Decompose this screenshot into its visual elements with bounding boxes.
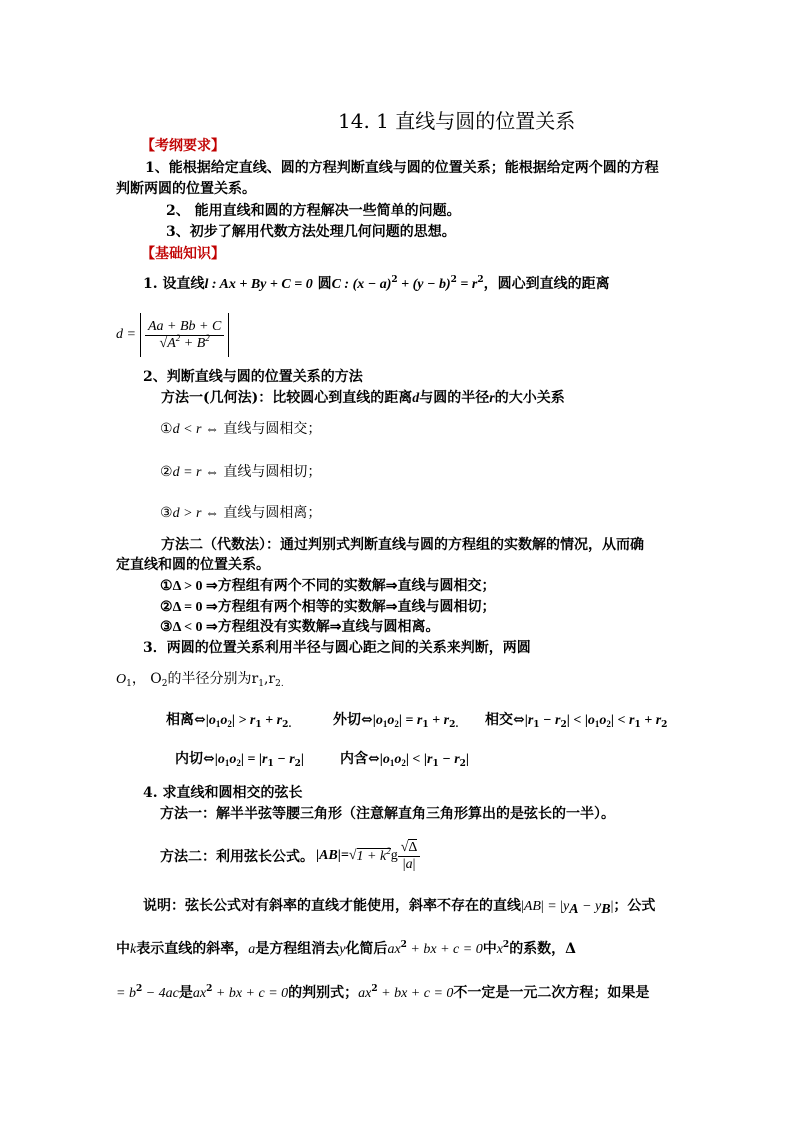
sub-2: 2: [394, 719, 399, 729]
sub-1: 1: [126, 679, 132, 689]
req-line-3: 3、初步了解用代数方法处理几何问题的思想。: [166, 224, 456, 240]
req-line-1b: 判断两圆的位置关系。: [116, 181, 256, 197]
alg-case-2: [160, 597, 496, 618]
quad: ax: [192, 986, 207, 1001]
implies-icon: ⇒: [385, 579, 398, 594]
sub-2: 2.: [449, 720, 459, 730]
quad2: + bx + c = 0: [406, 942, 483, 957]
sqrt-in: 1 + k: [356, 848, 387, 864]
l3c: 是: [178, 985, 193, 1001]
quad2: + bx + c = 0: [212, 986, 289, 1001]
k1-line: [143, 274, 610, 295]
apart-label: 相离⇔: [166, 712, 206, 728]
implies-icon: ⇒: [385, 600, 398, 615]
k1-line-eq: l : Ax + By + C = 0: [204, 277, 313, 292]
l2f: 的系数，Δ: [509, 941, 577, 957]
a3-end: 直线与圆相离。: [341, 619, 440, 635]
l3d: 的判别式；: [288, 985, 359, 1001]
note-tail: ；公式: [613, 898, 656, 914]
sqrt-delta: √Δ: [398, 840, 421, 857]
sup-2: 2: [206, 984, 213, 994]
d-den-b: + B: [180, 335, 206, 351]
a1-math: Δ > 0 ⇒: [172, 579, 218, 594]
abs-bar-right: [224, 313, 229, 357]
sup-2: 2: [386, 845, 391, 856]
ab: AB: [319, 848, 338, 863]
delta-over-a: [398, 840, 421, 873]
sub-2: 2: [560, 720, 567, 730]
sub-2: 2: [459, 759, 466, 769]
sup-2: 2: [400, 940, 407, 950]
l2d: 化简后: [345, 941, 388, 957]
sub-2: 2: [606, 719, 611, 729]
c1-text: 直线与圆相交；: [223, 421, 322, 437]
sub-2: 2.: [275, 679, 284, 689]
k4-method2: [160, 832, 420, 880]
alg-case-1: [160, 576, 496, 597]
k2-head: 2、判断直线与圆的位置关系的方法: [143, 369, 363, 385]
k3-radii: [116, 669, 284, 690]
cont-math: <: [408, 752, 424, 767]
ext-label: 外切⇔: [333, 712, 373, 728]
note-line-1: 说明：弦长公式对有斜率的直线才能使用，斜率不存在的直线$|AB| = |y_A - y_B|$；公式: [143, 898, 656, 917]
sub-1: 1: [432, 759, 439, 769]
k4-method1: 方法一：解半半弦等腰三角形（注意解直角三角形算出的是弦长的一半）。: [160, 806, 615, 822]
l3b: − 4ac: [142, 986, 179, 1001]
note-ab: AB: [523, 899, 541, 914]
k2-method2b: 定直线和圆的位置关系。: [116, 557, 270, 573]
d-den-a: A: [167, 335, 176, 351]
k2-m1-text: 方法一(几何法)：比较圆心到直线的距离: [161, 390, 413, 406]
case-separate: [160, 503, 321, 524]
r-var: r: [427, 752, 433, 767]
sub-1: 1: [422, 720, 429, 730]
a1-end: 直线与圆相交；: [397, 578, 496, 594]
sqrt-icon: √: [348, 848, 357, 863]
section-exam-requirements: 【考纲要求】: [141, 138, 225, 154]
radii-sep: ， O: [131, 671, 162, 687]
l2a: 中: [116, 941, 130, 957]
quad: ax: [387, 942, 401, 957]
k2-m1-mid: 与圆的半径: [419, 390, 490, 406]
note-minus: − y: [578, 899, 602, 914]
l3e: 不一定是一元二次方程；如果是: [453, 985, 650, 1001]
minus-r: − r: [273, 752, 295, 767]
rel-apart: [166, 710, 291, 731]
sup-2: 2: [135, 984, 143, 994]
page-title: 14. 1 直线与圆的位置关系: [338, 109, 576, 133]
sub-1: 1: [634, 720, 641, 730]
apart-math: > r: [234, 713, 256, 728]
sub-a: A: [569, 902, 579, 917]
inter-m3: <: [569, 713, 585, 728]
inter-m1: r: [527, 713, 534, 728]
plus-r: + r: [640, 713, 662, 728]
sub-2: 2: [161, 679, 168, 689]
rel-contain: 内含$\Leftrightarrow|o_1o_2| < |r_1 - r_2|$: [340, 751, 470, 769]
sub-2: 2: [661, 720, 668, 730]
sup-2: 2: [205, 332, 210, 343]
minus-r: − r: [438, 752, 460, 767]
d-denominator: [145, 332, 224, 352]
k1-circle-eq3: = r: [456, 277, 478, 292]
abs-o1o2: $|o_1o_2|$: [214, 752, 244, 768]
sub-2: 2: [227, 719, 232, 729]
abs-o1o2: $|o_1o_2|$: [379, 752, 409, 768]
ext-math: = r: [401, 713, 423, 728]
k1-tail: ，圆心到直线的距离: [483, 276, 610, 292]
note-lead: 说明：弦长公式对有斜率的直线才能使用，斜率不存在的直线: [143, 898, 521, 914]
abs-o1o2: $|o_1o_2|$: [205, 713, 235, 729]
l2c: 是方程组消去: [255, 941, 340, 957]
sup-2: 2: [391, 275, 398, 285]
a3-text: 方程组没有实数解: [217, 619, 330, 635]
plus-r: + r: [261, 713, 283, 728]
sub-1: 1: [255, 720, 262, 730]
k1-circle-eq2: + (y − b): [397, 277, 451, 292]
c2-pre: ②: [160, 464, 173, 480]
g-glyph: g: [390, 848, 398, 863]
int-label: 内切⇔: [175, 751, 215, 767]
distance-fraction: [145, 319, 224, 352]
note-eq: =: [543, 899, 561, 914]
sub-2: 2: [294, 759, 301, 769]
abs-o1o2: $|o_1o_2|$: [372, 713, 402, 729]
sub-1: 1: [224, 758, 230, 768]
eq: =: [340, 848, 349, 863]
a2-pre: ②: [160, 599, 173, 615]
c1-math: d < r ⇔: [172, 422, 219, 437]
l2e: 中: [482, 941, 497, 957]
inter-m4: < r: [614, 713, 635, 728]
int-math: =: [243, 752, 259, 767]
req-line-2: 2、 能用直线和圆的方程解决一些简单的问题。: [166, 203, 461, 219]
c3-pre: ③: [160, 505, 173, 521]
c3-math: d > r ⇔: [172, 506, 219, 521]
radii-end: ,r: [263, 671, 276, 687]
case-tangent: [160, 462, 321, 483]
note-y: y: [563, 899, 570, 914]
inter-label: 相交⇔: [485, 712, 525, 728]
sub-2: 2: [236, 758, 241, 768]
k-var: k: [130, 942, 137, 957]
radii-text: 的半径分别为r: [167, 671, 259, 687]
section-basics: 【基础知识】: [141, 246, 225, 262]
abs-o1o2: $|o_1o_2|$: [584, 713, 615, 729]
quad: ax: [358, 986, 372, 1001]
r-var: r: [262, 752, 268, 767]
sub-1: 1: [258, 679, 264, 689]
k3-head: 3．两圆的位置关系利用半径与圆心距之间的关系来判断，两圆: [143, 640, 531, 656]
sub-1: 1: [594, 719, 600, 729]
cont-label: 内含⇔: [340, 751, 380, 767]
y-var: y: [339, 942, 346, 957]
a1-text: 方程组有两个不同的实数解: [217, 578, 386, 594]
sup-2: 2: [371, 984, 378, 994]
distance-formula: [116, 312, 229, 358]
a-var: a: [248, 942, 256, 957]
sup-2: 2: [450, 275, 457, 285]
sub-1: 1: [267, 759, 274, 769]
a3-math: Δ < 0 ⇒: [172, 620, 218, 635]
note-line-2: [116, 939, 576, 960]
sup-2: 2: [502, 940, 510, 950]
k1-lead: 1. 设直线: [143, 276, 205, 292]
a2-end: 直线与圆相切；: [397, 599, 496, 615]
plus-r: + r: [428, 713, 450, 728]
rel-external: [333, 710, 458, 731]
abs-ab: |AB|: [316, 848, 341, 863]
l3a: = b: [116, 986, 136, 1001]
k1-circle-word: 圆: [317, 276, 332, 292]
abs-a: |a|: [402, 856, 416, 872]
k1-circle-eq: C : (x − a): [331, 277, 392, 292]
c2-text: 直线与圆相切；: [223, 464, 322, 480]
rel-intersect: 相交$\Leftrightarrow|r_1 - r_2| < |o_1o_2| < r_1 + r_2$: [485, 712, 668, 730]
alg-case-3: [160, 617, 440, 638]
implies-icon: ⇒: [329, 620, 342, 635]
k4-head: 4. 求直线和圆相交的弦长: [143, 785, 303, 801]
req-line-1a: 1、能根据给定直线、圆的方程判断直线与圆的位置关系；能根据给定两个圆的方程: [145, 160, 659, 176]
sub-b: B: [601, 902, 611, 917]
k2-m1-r: r: [489, 391, 495, 406]
c3-text: 直线与圆相离；: [223, 505, 322, 521]
radii-o1: O: [116, 672, 127, 687]
sqrt-icon: √: [159, 335, 168, 351]
sup-2: 2: [477, 275, 484, 285]
k2-method2a: 方法二（代数法）：通过判别式判断直线与圆的方程组的实数解的情况，从而确: [161, 537, 644, 553]
d-numerator: Aa + Bb + C: [145, 319, 224, 336]
sub-1: 1: [533, 720, 540, 730]
sup-2: 2: [175, 332, 181, 343]
c1-pre: ①: [160, 421, 173, 437]
d-lhs: d =: [116, 327, 136, 342]
x-var: x: [496, 942, 503, 957]
sub-1: 1: [382, 719, 388, 729]
inter-m2: − r: [539, 713, 561, 728]
a2-math: Δ = 0 ⇒: [172, 600, 218, 615]
sub-2: 2.: [282, 720, 292, 730]
a3-pre: ③: [160, 619, 173, 635]
quad2: + bx + c = 0: [377, 986, 454, 1001]
rel-internal: 内切$\Leftrightarrow|o_1o_2| = |r_1 - r_2|$: [175, 751, 305, 769]
a1-pre: ①: [160, 578, 173, 594]
c2-math: d = r ⇔: [172, 465, 219, 480]
case-intersect: [160, 419, 321, 440]
k2-method1: [161, 388, 565, 409]
k2-m1-tail: 的大小关系: [494, 390, 565, 406]
l2b: 表示直线的斜率，: [136, 941, 249, 957]
k4-m2-text: 方法二：利用弦长公式。: [160, 849, 314, 865]
sub-1: 1: [215, 719, 221, 729]
sub-2: 2: [401, 758, 406, 768]
note-line-3: [116, 983, 649, 1004]
sub-1: 1: [389, 758, 395, 768]
a2-text: 方程组有两个相等的实数解: [217, 599, 386, 615]
k2-m1-d: d: [412, 391, 420, 406]
